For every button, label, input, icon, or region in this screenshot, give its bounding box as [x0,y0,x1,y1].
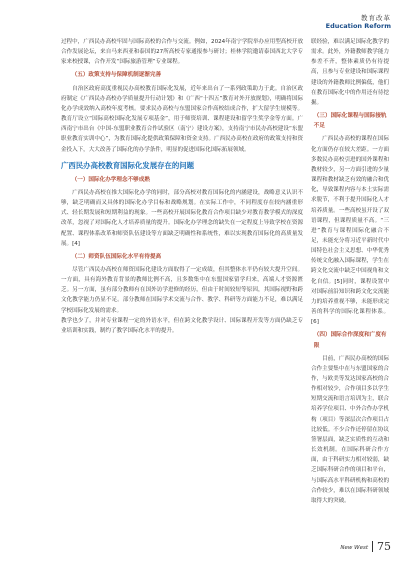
paragraph: 尽管广西民办高校在师资国际化建设方面取得了一定成绩，但其整体水平仍有较大提升空间。一方面，具有海外教育背景的教师比例不高，且多数集中在东盟国家留学归来，高端人才资源匮乏。另一方面，虽有部分教师有在国外访学进修的经历，但由于时间较短等原因，其国际视野和跨文化教学能力仍显不足。部分教师在国际学术交流与合作、教学、科研等方面能力不足，难以满足学校国际化发展的需求。 [61,266,303,314]
subsection-heading: （五）政策支持与保障机制逐渐完善 [71,72,162,79]
column-title-en: Education Reform [325,22,391,30]
right-column [311,37,389,506]
footer-separator [372,541,373,552]
page-header [326,14,391,30]
magazine-name: New West [340,545,368,551]
page-number: 75 [377,540,391,553]
paragraph: 目前，广西民办高校的国际合作主要集中在与东盟国家的合作，与欧美等发达国家高校的合作相对较少，合作项目多以学生短期交流和语言培训为主，联合培养学位项目、中外合作办学机构（项目）等深层次合作项目占比较低。不少合作还停留在协议签署层面，缺乏实质性的互动和长效机制。在国际科研合作方面，由于科研实力相对较弱，缺乏国际科研合作的项目和平台，与国际高水平科研机构和高校的合作较少，难以在国际科研领域取得大的突破。 [311,355,389,504]
subsection-heading: （四）国际合作深度和广度有限 [313,332,387,349]
column-title-cn: 教育改革 [361,14,391,22]
section-heading: 广西民办高校教育国际化发展存在的问题 [61,160,195,170]
paragraph: 过程中，广西民办高校牢固与国际高校的合作与交流。例如，2024年南宁学院举办应用型高校开放合作发展论坛，来自马来西亚和泰国的27所高校专家通报参与研讨；桂林学院邀请泰国西北大学专家来校授课，合作开发“国际旅游管理”专业课程。 [61,39,303,66]
paragraph: 自治区政府高度重视民办高校教育国际化发展，近年来出台了一系列政策助力于此。自治区政府制定《广西民办高校办学质量提升行动计划》和《广西“十四五”教育对外开放规划》，明确将国际化办学成效纳入高校年度考核。要求民办高校与东盟国家合作高校结成合作，扩大留学生规模等。教育厅设立“国际高校国际化发展专项基金”，用于师资培训、课程建设和留学生奖学金等方面。广西南宁市出台《中国-东盟职业教育合作试验区（南宁）建设方案》，支持南宁市民办高校建设“东盟职业教育实训中心”，为教育国际化提供政策保障和资金支持。广西民办高校在政府的政策支持和资金投入下，大大改善了国际化的办学条件，明显的促进国际化国际拓展领域。 [61,85,303,153]
paragraph: 联经验，难以满足国际化教学的需求。此外，外籍教师教学能力参差不齐，整体素质仍有待提高，且参与专业建设和国际课程建设的外籍教师比例偏低，他们在教育国际化中的作用还有待挖掘。 [311,39,389,106]
paragraph: 广西民办高校在推大国际化办学的同时，部分高校对教育国际化的内涵建设，战略意义认识不够，缺乏明确而又具体的国际化办学目标和战略规划。在实际工作中，不同程度存在较内涵重形式、轻长期发展和短期利益的现象。一些高校开展国际化教育合作项目缺少对教育教学模式的深度改革，忽视了对国际化人才培养质量的提升。国际化办学理念的缺失在一定程度上导致学校在资源配置、课程体系改革和师资队伍建设等方面缺乏明确性和系统性，难以实现教育国际化的高质量发展。[4] [61,189,303,247]
page-footer [340,541,391,552]
subsection-heading: （二）师资队伍国际化水平有待提高 [71,253,162,260]
subsection-heading: （一）国际化办学理念不够成熟 [71,176,150,183]
paragraph: 广西民办高校的课程在国际化方面仍存在较大差距。一方面多数民办高校引进的国外课程和教材较少，另一方面引进的少量课程和教材缺乏有效的融合和优化，导致课程内容与本土实际需求脱节，不利于提升国际化人才培养质量。一些高校虽开设了双语课程，但课程质量不高。“三进”教育与课程国际化融合不足，未能充分将习近平新时代中国特色社会主义思想、中华优秀传统文化融入国际课程，学生在跨文化交流中缺乏中国视角和文化自信。[5]同时，课程设置中对国际前沿知识和跨文化交流能力的培养重视不够，未能形成完善的科学的国际化课程体系。[6] [311,136,389,326]
left-column [61,37,303,336]
subsection-heading: （三）国际化课程与国际接轨不足 [313,113,387,130]
paragraph: 教学也少了，并对专业课程一定的外语水平，但在跨文化教学设计、国际课程开发等方面仍缺乏专业培训和实践，制约了教学国际化水平的提升。 [61,317,303,334]
